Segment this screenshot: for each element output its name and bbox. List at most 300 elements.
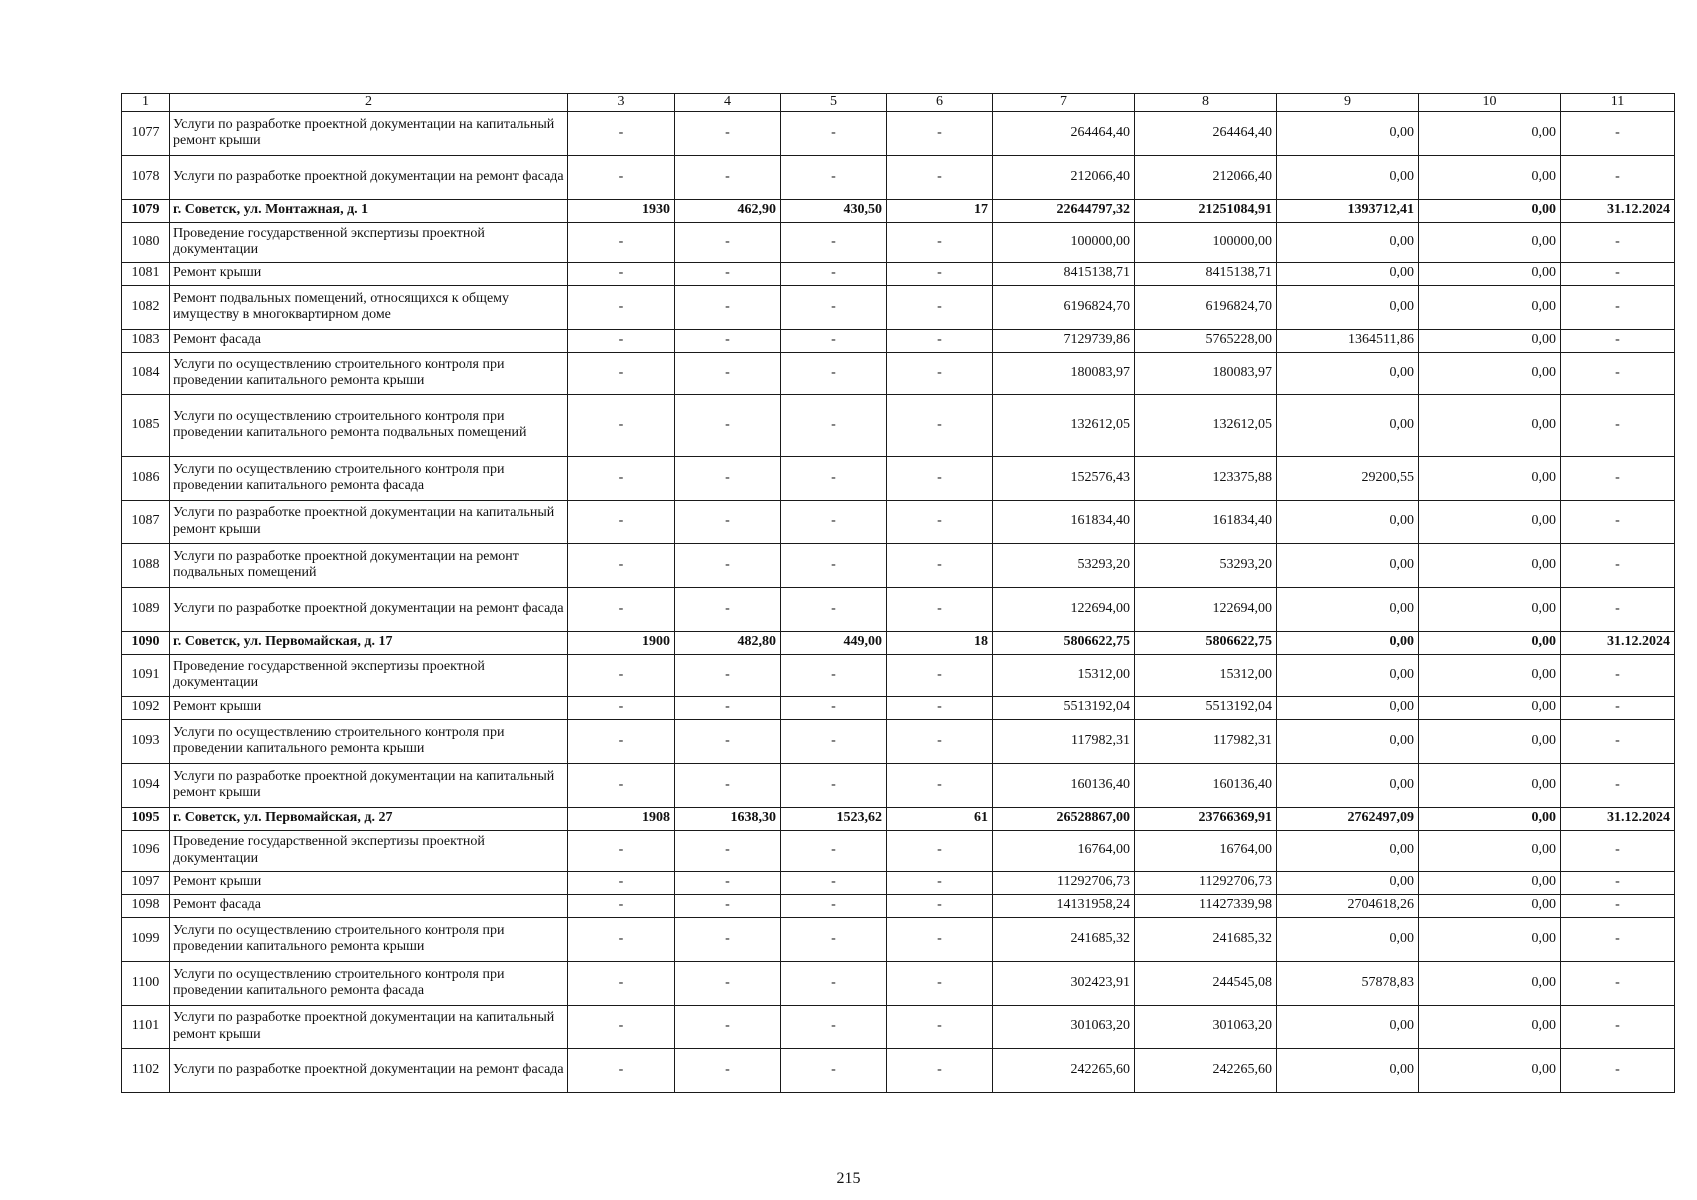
table-cell: - xyxy=(568,763,675,807)
table-cell: - xyxy=(1561,456,1675,500)
table-cell: 5513192,04 xyxy=(993,696,1135,719)
table-cell: 0,00 xyxy=(1419,917,1561,961)
table-cell: 0,00 xyxy=(1277,543,1419,587)
row-number: 1084 xyxy=(122,352,170,394)
table-cell: 0,00 xyxy=(1419,830,1561,871)
table-cell: 0,00 xyxy=(1277,155,1419,199)
table-cell: 0,00 xyxy=(1277,285,1419,329)
table-cell: 14131958,24 xyxy=(993,894,1135,917)
table-cell: 122694,00 xyxy=(1135,587,1277,631)
table-cell: 5765228,00 xyxy=(1135,329,1277,352)
table-cell: - xyxy=(887,917,993,961)
table-cell: 0,00 xyxy=(1419,111,1561,155)
table-cell: 8415138,71 xyxy=(1135,262,1277,285)
table-cell: - xyxy=(887,111,993,155)
table-cell: - xyxy=(1561,222,1675,262)
table-cell: 23766369,91 xyxy=(1135,807,1277,830)
item-name: Ремонт крыши xyxy=(170,871,568,894)
table-cell: - xyxy=(568,543,675,587)
table-cell: 242265,60 xyxy=(993,1048,1135,1092)
row-number: 1079 xyxy=(122,199,170,222)
table-cell: 180083,97 xyxy=(1135,352,1277,394)
table-cell: - xyxy=(568,871,675,894)
table-row xyxy=(122,696,1675,719)
table-cell: 16764,00 xyxy=(993,830,1135,871)
table-cell: - xyxy=(675,500,781,543)
table-cell: - xyxy=(887,352,993,394)
item-name: Услуги по осуществлению строительного контроля при проведении капитального ремонта фасада xyxy=(170,456,568,500)
table-cell: - xyxy=(568,394,675,456)
table-cell: - xyxy=(675,456,781,500)
header-row xyxy=(122,94,1675,112)
row-number: 1078 xyxy=(122,155,170,199)
table-cell: - xyxy=(675,394,781,456)
table-body xyxy=(122,94,1675,1093)
table-cell: - xyxy=(887,696,993,719)
row-number: 1097 xyxy=(122,871,170,894)
table-cell: 0,00 xyxy=(1277,1048,1419,1092)
table-cell: - xyxy=(1561,763,1675,807)
table-cell: 5806622,75 xyxy=(1135,631,1277,654)
table-cell: 2704618,26 xyxy=(1277,894,1419,917)
item-name: Проведение государственной экспертизы проектной документации xyxy=(170,654,568,696)
table-cell: 161834,40 xyxy=(1135,500,1277,543)
table-cell: 1900 xyxy=(568,631,675,654)
table-cell: 0,00 xyxy=(1419,719,1561,763)
table-cell: 242265,60 xyxy=(1135,1048,1277,1092)
table-cell: 0,00 xyxy=(1277,654,1419,696)
table-cell: 0,00 xyxy=(1277,500,1419,543)
row-number: 1085 xyxy=(122,394,170,456)
column-header: 5 xyxy=(781,94,887,112)
item-name: Услуги по осуществлению строительного контроля при проведении капитального ремонта крыши xyxy=(170,719,568,763)
table-cell: - xyxy=(675,543,781,587)
table-cell: - xyxy=(675,1048,781,1092)
table-cell: 212066,40 xyxy=(993,155,1135,199)
table-cell: 0,00 xyxy=(1419,352,1561,394)
table-cell: 0,00 xyxy=(1419,285,1561,329)
table-cell: 15312,00 xyxy=(993,654,1135,696)
table-cell: 0,00 xyxy=(1277,763,1419,807)
table-cell: 0,00 xyxy=(1419,894,1561,917)
table-cell: - xyxy=(781,543,887,587)
table-cell: - xyxy=(781,500,887,543)
column-header: 8 xyxy=(1135,94,1277,112)
table-cell: - xyxy=(675,654,781,696)
table-cell: - xyxy=(675,285,781,329)
table-cell: 6196824,70 xyxy=(1135,285,1277,329)
item-name: Ремонт подвальных помещений, относящихся к общему имуществу в многоквартирном доме xyxy=(170,285,568,329)
table-cell: 132612,05 xyxy=(993,394,1135,456)
table-cell: - xyxy=(1561,155,1675,199)
table-cell: 0,00 xyxy=(1277,830,1419,871)
table-cell: - xyxy=(1561,830,1675,871)
table-cell: - xyxy=(675,155,781,199)
table-cell: 180083,97 xyxy=(993,352,1135,394)
table-cell: - xyxy=(568,155,675,199)
item-name: Ремонт крыши xyxy=(170,696,568,719)
table-cell: - xyxy=(887,456,993,500)
table-row xyxy=(122,894,1675,917)
item-name: Услуги по разработке проектной документации на ремонт фасада xyxy=(170,587,568,631)
table-cell: 0,00 xyxy=(1419,763,1561,807)
column-header: 1 xyxy=(122,94,170,112)
table-cell: - xyxy=(1561,329,1675,352)
table-cell: - xyxy=(781,262,887,285)
capital-repair-table xyxy=(121,93,1675,1093)
table-row xyxy=(122,262,1675,285)
table-cell: - xyxy=(568,654,675,696)
table-cell: - xyxy=(1561,1048,1675,1092)
table-row xyxy=(122,1005,1675,1048)
table-cell: - xyxy=(887,1005,993,1048)
table-cell: 117982,31 xyxy=(1135,719,1277,763)
item-name: г. Советск, ул. Монтажная, д. 1 xyxy=(170,199,568,222)
table-cell: - xyxy=(568,285,675,329)
table-cell: 122694,00 xyxy=(993,587,1135,631)
table-cell: - xyxy=(781,329,887,352)
table-cell: 6196824,70 xyxy=(993,285,1135,329)
table-cell: - xyxy=(675,917,781,961)
table-cell: - xyxy=(887,830,993,871)
table-row xyxy=(122,917,1675,961)
table-row xyxy=(122,222,1675,262)
item-name: г. Советск, ул. Первомайская, д. 17 xyxy=(170,631,568,654)
table-cell: - xyxy=(781,456,887,500)
table-cell: 0,00 xyxy=(1419,262,1561,285)
table-cell: 1523,62 xyxy=(781,807,887,830)
table-cell: 0,00 xyxy=(1277,587,1419,631)
table-row xyxy=(122,352,1675,394)
table-cell: 117982,31 xyxy=(993,719,1135,763)
table-cell: 0,00 xyxy=(1419,155,1561,199)
table-cell: 301063,20 xyxy=(993,1005,1135,1048)
table-cell: 0,00 xyxy=(1419,871,1561,894)
table-cell: - xyxy=(1561,394,1675,456)
table-cell: 132612,05 xyxy=(1135,394,1277,456)
table-cell: - xyxy=(887,871,993,894)
table-cell: 1638,30 xyxy=(675,807,781,830)
table-cell: - xyxy=(781,654,887,696)
item-name: Ремонт фасада xyxy=(170,894,568,917)
table-cell: - xyxy=(1561,961,1675,1005)
table-cell: 0,00 xyxy=(1419,456,1561,500)
table-cell: 0,00 xyxy=(1419,631,1561,654)
table-cell: - xyxy=(568,222,675,262)
table-cell: 0,00 xyxy=(1277,917,1419,961)
table-cell: 16764,00 xyxy=(1135,830,1277,871)
item-name: Услуги по разработке проектной документации на ремонт фасада xyxy=(170,1048,568,1092)
table-cell: 53293,20 xyxy=(993,543,1135,587)
table-cell: 0,00 xyxy=(1277,352,1419,394)
table-cell: - xyxy=(887,961,993,1005)
table-cell: - xyxy=(1561,111,1675,155)
table-cell: - xyxy=(781,155,887,199)
table-cell: - xyxy=(887,285,993,329)
row-number: 1082 xyxy=(122,285,170,329)
table-cell: - xyxy=(781,830,887,871)
table-row xyxy=(122,587,1675,631)
row-number: 1088 xyxy=(122,543,170,587)
table-row xyxy=(122,111,1675,155)
table-cell: - xyxy=(781,917,887,961)
row-number: 1077 xyxy=(122,111,170,155)
table-row xyxy=(122,394,1675,456)
building-row xyxy=(122,631,1675,654)
table-cell: 0,00 xyxy=(1419,1005,1561,1048)
table-cell: - xyxy=(568,719,675,763)
table-cell: - xyxy=(887,222,993,262)
table-cell: 31.12.2024 xyxy=(1561,199,1675,222)
building-row xyxy=(122,807,1675,830)
table-cell: 26528867,00 xyxy=(993,807,1135,830)
item-name: Ремонт крыши xyxy=(170,262,568,285)
table-cell: - xyxy=(568,961,675,1005)
item-name: Услуги по осуществлению строительного контроля при проведении капитального ремонта фасада xyxy=(170,961,568,1005)
item-name: Услуги по осуществлению строительного контроля при проведении капитального ремонта крыши xyxy=(170,917,568,961)
row-number: 1101 xyxy=(122,1005,170,1048)
column-header: 7 xyxy=(993,94,1135,112)
table-cell: 100000,00 xyxy=(993,222,1135,262)
row-number: 1087 xyxy=(122,500,170,543)
table-cell: - xyxy=(1561,262,1675,285)
table-cell: - xyxy=(781,111,887,155)
column-header: 3 xyxy=(568,94,675,112)
table-cell: 53293,20 xyxy=(1135,543,1277,587)
table-cell: - xyxy=(1561,352,1675,394)
table-cell: 0,00 xyxy=(1419,1048,1561,1092)
table-row xyxy=(122,763,1675,807)
row-number: 1089 xyxy=(122,587,170,631)
row-number: 1081 xyxy=(122,262,170,285)
table-cell: 5513192,04 xyxy=(1135,696,1277,719)
table-cell: 0,00 xyxy=(1419,543,1561,587)
table-cell: - xyxy=(781,871,887,894)
row-number: 1094 xyxy=(122,763,170,807)
table-cell: 2762497,09 xyxy=(1277,807,1419,830)
table-cell: 0,00 xyxy=(1277,719,1419,763)
table-cell: - xyxy=(887,763,993,807)
table-cell: 61 xyxy=(887,807,993,830)
row-number: 1080 xyxy=(122,222,170,262)
table-cell: - xyxy=(568,456,675,500)
table-cell: - xyxy=(781,719,887,763)
table-cell: - xyxy=(1561,285,1675,329)
table-cell: - xyxy=(781,894,887,917)
table-cell: - xyxy=(781,763,887,807)
table-cell: - xyxy=(675,262,781,285)
table-cell: 161834,40 xyxy=(993,500,1135,543)
table-cell: 430,50 xyxy=(781,199,887,222)
table-cell: - xyxy=(675,719,781,763)
table-cell: - xyxy=(781,394,887,456)
table-cell: 0,00 xyxy=(1277,111,1419,155)
table-cell: 160136,40 xyxy=(1135,763,1277,807)
table-cell: 17 xyxy=(887,199,993,222)
table-cell: 31.12.2024 xyxy=(1561,807,1675,830)
item-name: Услуги по осуществлению строительного контроля при проведении капитального ремонта подвальных помещений xyxy=(170,394,568,456)
column-header: 10 xyxy=(1419,94,1561,112)
row-number: 1092 xyxy=(122,696,170,719)
table-cell: 264464,40 xyxy=(993,111,1135,155)
table-cell: 7129739,86 xyxy=(993,329,1135,352)
table-cell: 18 xyxy=(887,631,993,654)
table-cell: - xyxy=(568,1005,675,1048)
table-cell: - xyxy=(568,894,675,917)
table-cell: - xyxy=(887,654,993,696)
item-name: Проведение государственной экспертизы проектной документации xyxy=(170,222,568,262)
table-cell: - xyxy=(675,871,781,894)
table-row xyxy=(122,830,1675,871)
table-cell: 123375,88 xyxy=(1135,456,1277,500)
table-cell: - xyxy=(1561,500,1675,543)
table-cell: - xyxy=(675,1005,781,1048)
table-cell: 244545,08 xyxy=(1135,961,1277,1005)
row-number: 1086 xyxy=(122,456,170,500)
table-row xyxy=(122,871,1675,894)
table-cell: - xyxy=(675,352,781,394)
table-cell: - xyxy=(1561,894,1675,917)
table-cell: - xyxy=(675,587,781,631)
table-row xyxy=(122,654,1675,696)
table-cell: 301063,20 xyxy=(1135,1005,1277,1048)
table-cell: - xyxy=(781,696,887,719)
table-row xyxy=(122,1048,1675,1092)
row-number: 1100 xyxy=(122,961,170,1005)
table-cell: 264464,40 xyxy=(1135,111,1277,155)
table-cell: - xyxy=(675,111,781,155)
table-cell: 22644797,32 xyxy=(993,199,1135,222)
row-number: 1083 xyxy=(122,329,170,352)
table-cell: - xyxy=(781,352,887,394)
table-cell: 0,00 xyxy=(1419,500,1561,543)
table-cell: - xyxy=(887,543,993,587)
table-cell: 1908 xyxy=(568,807,675,830)
table-cell: 11427339,98 xyxy=(1135,894,1277,917)
item-name: Услуги по разработке проектной документации на капитальный ремонт крыши xyxy=(170,500,568,543)
table-row xyxy=(122,285,1675,329)
table-cell: - xyxy=(887,329,993,352)
table-cell: - xyxy=(675,696,781,719)
table-cell: - xyxy=(1561,696,1675,719)
row-number: 1090 xyxy=(122,631,170,654)
table-cell: - xyxy=(781,285,887,329)
item-name: Услуги по разработке проектной документации на капитальный ремонт крыши xyxy=(170,1005,568,1048)
table-cell: - xyxy=(675,830,781,871)
table-cell: - xyxy=(1561,587,1675,631)
table-cell: - xyxy=(781,222,887,262)
table-cell: - xyxy=(568,696,675,719)
item-name: Проведение государственной экспертизы проектной документации xyxy=(170,830,568,871)
table-cell: - xyxy=(568,917,675,961)
table-cell: - xyxy=(781,961,887,1005)
row-number: 1099 xyxy=(122,917,170,961)
table-cell: 57878,83 xyxy=(1277,961,1419,1005)
row-number: 1096 xyxy=(122,830,170,871)
table-cell: - xyxy=(887,262,993,285)
table-cell: - xyxy=(1561,719,1675,763)
table-cell: 0,00 xyxy=(1419,587,1561,631)
table-cell: - xyxy=(887,500,993,543)
table-cell: 11292706,73 xyxy=(993,871,1135,894)
table-cell: 302423,91 xyxy=(993,961,1135,1005)
table-cell: - xyxy=(887,394,993,456)
table-cell: - xyxy=(568,587,675,631)
table-cell: - xyxy=(568,262,675,285)
table-cell: 1930 xyxy=(568,199,675,222)
column-header: 2 xyxy=(170,94,568,112)
table-cell: 241685,32 xyxy=(993,917,1135,961)
table-row xyxy=(122,456,1675,500)
table-cell: - xyxy=(568,830,675,871)
column-header: 6 xyxy=(887,94,993,112)
table-cell: 0,00 xyxy=(1419,696,1561,719)
table-cell: - xyxy=(1561,543,1675,587)
table-cell: 152576,43 xyxy=(993,456,1135,500)
table-cell: - xyxy=(887,894,993,917)
table-cell: 0,00 xyxy=(1419,222,1561,262)
building-row xyxy=(122,199,1675,222)
table-cell: - xyxy=(781,1005,887,1048)
row-number: 1091 xyxy=(122,654,170,696)
table-cell: 0,00 xyxy=(1419,807,1561,830)
table-cell: - xyxy=(568,111,675,155)
table-cell: 1393712,41 xyxy=(1277,199,1419,222)
table-row xyxy=(122,961,1675,1005)
item-name: Услуги по разработке проектной документации на капитальный ремонт крыши xyxy=(170,763,568,807)
table-cell: 11292706,73 xyxy=(1135,871,1277,894)
table-row xyxy=(122,329,1675,352)
table-row xyxy=(122,543,1675,587)
item-name: Услуги по осуществлению строительного контроля при проведении капитального ремонта крыши xyxy=(170,352,568,394)
table-cell: - xyxy=(675,763,781,807)
table-cell: 482,80 xyxy=(675,631,781,654)
table-cell: 0,00 xyxy=(1277,631,1419,654)
column-header: 9 xyxy=(1277,94,1419,112)
table-cell: - xyxy=(887,155,993,199)
table-cell: - xyxy=(1561,654,1675,696)
item-name: Услуги по разработке проектной документации на капитальный ремонт крыши xyxy=(170,111,568,155)
table-row xyxy=(122,500,1675,543)
table-cell: - xyxy=(675,894,781,917)
page-number: 215 xyxy=(836,1170,861,1187)
table-cell: - xyxy=(887,1048,993,1092)
table-cell: 0,00 xyxy=(1419,199,1561,222)
table-cell: 0,00 xyxy=(1277,394,1419,456)
table-cell: 0,00 xyxy=(1277,222,1419,262)
table-cell: - xyxy=(675,961,781,1005)
table-cell: 0,00 xyxy=(1277,871,1419,894)
table-cell: - xyxy=(1561,1005,1675,1048)
table-cell: - xyxy=(568,500,675,543)
column-header: 11 xyxy=(1561,94,1675,112)
table-cell: - xyxy=(887,587,993,631)
table-cell: - xyxy=(568,329,675,352)
table-cell: 15312,00 xyxy=(1135,654,1277,696)
table-cell: 5806622,75 xyxy=(993,631,1135,654)
table-cell: 160136,40 xyxy=(993,763,1135,807)
table-cell: - xyxy=(675,329,781,352)
table-cell: - xyxy=(675,222,781,262)
table-cell: 1364511,86 xyxy=(1277,329,1419,352)
table-row xyxy=(122,719,1675,763)
table-cell: 8415138,71 xyxy=(993,262,1135,285)
row-number: 1102 xyxy=(122,1048,170,1092)
row-number: 1093 xyxy=(122,719,170,763)
table-cell: - xyxy=(1561,917,1675,961)
table-cell: 31.12.2024 xyxy=(1561,631,1675,654)
table-cell: 21251084,91 xyxy=(1135,199,1277,222)
